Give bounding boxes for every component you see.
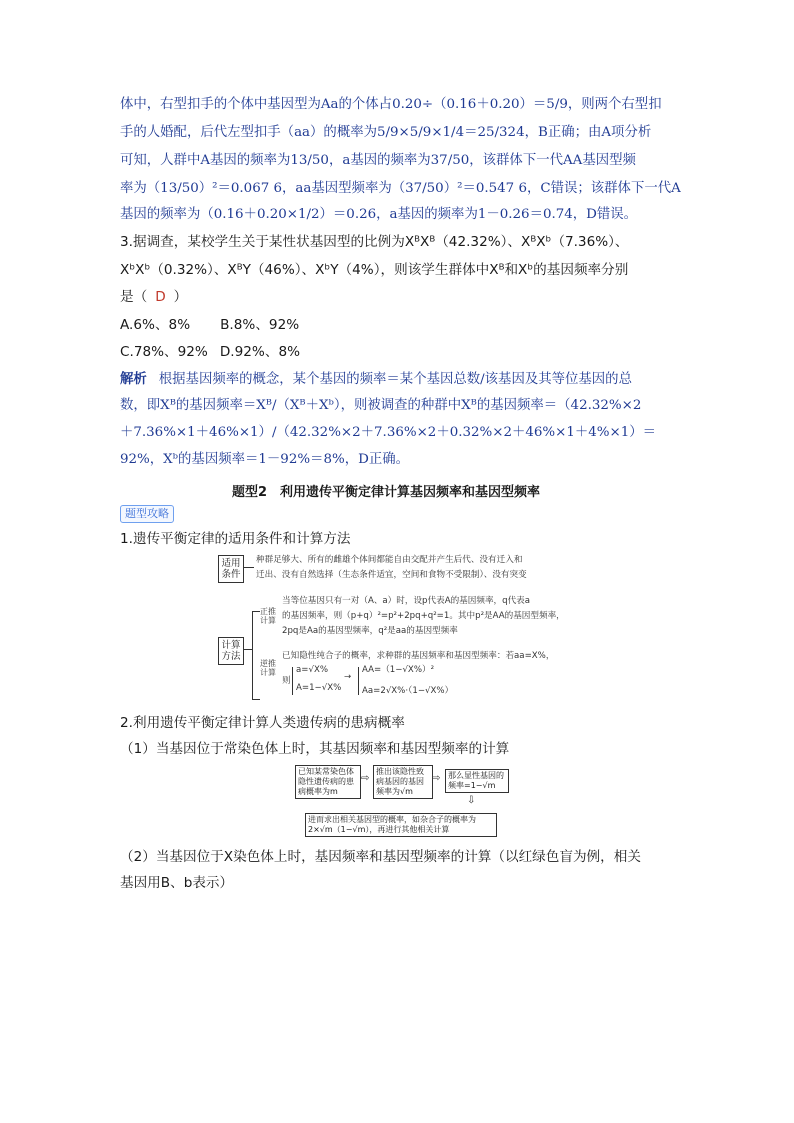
conditions-line1: 种群足够大、所有的雌雄个体间都能自由交配并产生后代、没有迁入和: [256, 555, 523, 565]
reverse-label: 逆推计算: [260, 659, 276, 677]
brace-reverse-left: [292, 667, 293, 695]
paragraph1-line5: 基因的频率为（0.16＋0.20×1/2）＝0.26，a基因的频率为1－0.26＝0.74，D错误。: [120, 207, 638, 222]
heading2: 2.利用遗传平衡定律计算人类遗传病的患病概率: [120, 715, 405, 731]
brace-bottom: [252, 699, 260, 700]
explanation-label: 解析: [120, 371, 147, 387]
autosomal-diagram: [295, 765, 515, 839]
explanation-line1: [120, 370, 632, 389]
option-a: A.6%、8%: [120, 317, 191, 333]
heading1: 1.遗传平衡定律的适用条件和计算方法: [120, 531, 351, 547]
brace-reverse-right: [358, 667, 359, 695]
sub2-line2: 基因用B、b表示）: [120, 875, 234, 891]
question3-line3: [120, 288, 187, 306]
brace-method: [252, 611, 253, 699]
options-row1: [120, 316, 299, 334]
question3-line1: 3.据调查，某校学生关于某性状基因型的比例为XᴮXᴮ（42.32%）、XᴮXᵇ（7.36%）、: [120, 234, 629, 250]
question3-prefix: 是（: [120, 289, 148, 305]
section-title: 题型2 利用遗传平衡定律计算基因频率和基因型频率: [232, 485, 541, 500]
flow-box-3: 那么显性基因的频率=1−√m: [445, 769, 509, 793]
forward-line1: 当等位基因只有一对（A、a）时，设p代表A的基因频率，q代表a: [282, 596, 531, 606]
reverse-A: A=1−√X%: [296, 683, 342, 693]
box-conditions: 适用条件: [218, 555, 244, 583]
arrow-right-icon: ⇨: [432, 773, 441, 784]
forward-line2: 的基因频率，则（p+q）²=p²+2pq+q²=1。其中p²是AA的基因型频率，: [282, 611, 565, 621]
box-method: 计算方法: [218, 637, 244, 665]
connector-conditions: [244, 567, 254, 568]
forward-line3: 2pq是Aa的基因型频率，q²是aa的基因型频率: [282, 626, 458, 636]
explanation-line3: ＋7.36%×1＋46%×1）/（42.32%×2＋7.36%×2＋0.32%×2＋46%×1＋4%×1）＝: [120, 425, 657, 440]
strategy-badge: 题型攻略: [120, 505, 174, 523]
options-row2: [120, 343, 300, 361]
sub1: （1）当基因位于常染色体上时，其基因频率和基因型频率的计算: [120, 741, 510, 757]
connector-method: [244, 649, 252, 650]
paragraph1-line4: 率为（13/50）²＝0.067 6，aa基因型频率为（37/50）²＝0.547 6，C错误；该群体下一代A: [120, 181, 681, 196]
forward-label: 正推计算: [260, 607, 276, 625]
question3-line2: XᵇXᵇ（0.32%）、XᴮY（46%）、XᵇY（4%），则该学生群体中Xᴮ和Xᵇ的基因频率分别: [120, 262, 629, 278]
reverse-Aa: Aa=2√X%·（1−√X%）: [362, 686, 454, 696]
reverse-a: a=√X%: [296, 665, 328, 675]
sub2-line1: （2）当基因位于X染色体上时，基因频率和基因型频率的计算（以红绿色盲为例，相关: [120, 849, 641, 865]
conditions-line2: 迁出、没有自然选择（生态条件适宜，空间和食物不受限制）、没有突变: [256, 570, 527, 580]
option-c: C.78%、92%: [120, 344, 208, 360]
brace-top: [252, 611, 260, 612]
paragraph1-line3: 可知，人群中A基因的频率为13/50，a基因的频率为37/50，该群体下一代AA基因型频: [120, 153, 636, 168]
paragraph1-line2: 手的人婚配，后代左型扣手（aa）的概率为5/9×5/9×1/4＝25/324，B正确；由A项分析: [120, 125, 652, 140]
arrow-down-icon: ⇩: [467, 795, 476, 806]
option-d: D.92%、8%: [219, 344, 301, 360]
explanation-text1: 根据基因频率的概念，某个基因的频率＝某个基因总数/该基因及其等位基因的总: [158, 372, 632, 387]
arrow-right-icon: →: [344, 672, 352, 682]
reverse-AA: AA=（1−√X%）²: [362, 665, 435, 675]
explanation-line2: 数，即Xᴮ的基因频率＝Xᴮ/（Xᴮ＋Xᵇ），则被调查的种群中Xᴮ的基因频率＝（42.32%×2: [120, 398, 642, 413]
reverse-line1: 已知隐性纯合子的概率，求种群的基因频率和基因型频率：若aa=X%，: [282, 651, 555, 661]
flow-box-1: 已知某常染色体隐性遗传病的患病概率为m: [295, 765, 361, 799]
flow-box-2: 推出该隐性致病基因的基因频率为√m: [373, 765, 433, 799]
reverse-then: 则: [282, 676, 291, 686]
flow-box-4: 进而求出相关基因型的概率，如杂合子的概率为2×√m（1−√m），再进行其他相关计算: [305, 813, 497, 837]
paragraph1-line1: 体中，右型扣手的个体中基因型为Aa的个体占0.20÷（0.16＋0.20）＝5/9，则两个右型扣: [120, 97, 662, 112]
explanation-line4: 92%，Xᵇ的基因频率＝1－92%＝8%，D正确。: [120, 452, 409, 467]
arrow-right-icon: ⇨: [361, 773, 370, 784]
question3-suffix: ）: [173, 289, 188, 305]
equilibrium-diagram: [218, 551, 588, 703]
question3-answer: D: [155, 289, 166, 305]
option-b: B.8%、92%: [220, 317, 300, 333]
